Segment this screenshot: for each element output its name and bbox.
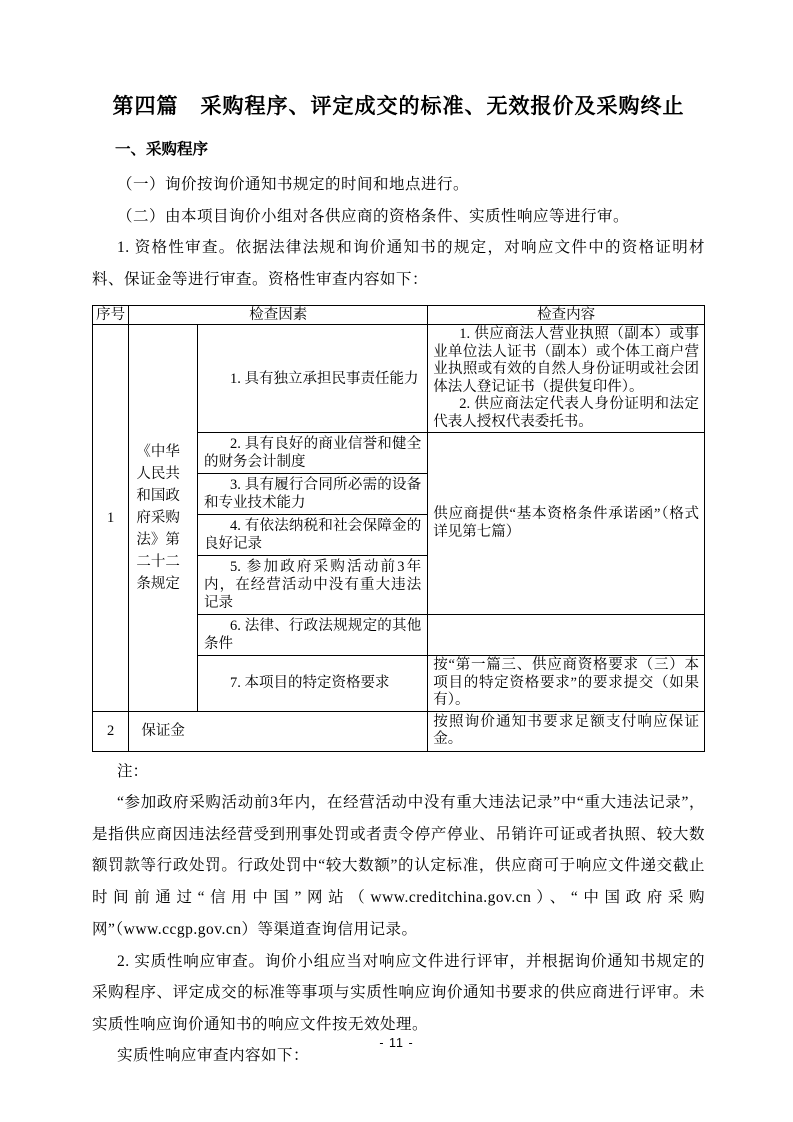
row1-content-7: 按“第一篇三、供应商资格要求（三）本项目的特定资格要求”的要求提交（如果有）。 [428, 656, 705, 712]
row1-factor-6: 6. 法律、行政法规规定的其他条件 [198, 615, 428, 656]
row1-seq: 1 [93, 325, 129, 712]
row1-content-1-p2: 2. 供应商法定代表人身份证明和法定代表人授权代表委托书。 [433, 396, 699, 430]
note-paragraph: “参加政府采购活动前3年内，在经营活动中没有重大违法记录”中“重大违法记录”，是指供应商因违法经营受到刑事处罚或者责令停产停业、吊销许可证或者执照、较大数额罚款等行政处罚。行政处罚中“较大数额”的认定标准，供应商可于响应文件递交截止时间前通过“信用中国”网站（www.creditchina.gov.cn）、“中国政府采购网”（www.ccgp.gov.cn）等渠道查询信用记录。 [92, 794, 705, 938]
table-row [93, 325, 705, 433]
page-title: 第四篇 采购程序、评定成交的标准、无效报价及采购终止 [112, 95, 685, 118]
row1-factor-7: 7. 本项目的特定资格要求 [198, 656, 428, 712]
paragraph-inquiry-time: （一）询价按询价通知书规定的时间和地点进行。 [117, 176, 470, 193]
row1-content-2-5: 供应商提供“基本资格条件承诺函”（格式详见第七篇） [428, 433, 705, 615]
row1-content-1-p1: 1. 供应商法人营业执照（副本）或事业单位法人证书（副本）或个体工商户营业执照或有效的自然人身份证明或社会团体法人登记证书（提供复印件）。 [433, 326, 699, 395]
row1-content-6 [428, 615, 705, 656]
paragraph-substantive-review: 2. 实质性响应审查。询价小组应当对响应文件进行评审，并根据询价通知书规定的采购程序、评定成交的标准等事项与实质性响应询价通知书要求的供应商进行评审。未实质性响应询价通知书的响应文件按无效处理。 [92, 952, 705, 1033]
table-row [93, 711, 705, 751]
paragraph-qualification-review: 1. 资格性审查。依据法律法规和询价通知书的规定，对响应文件中的资格证明材料、保证金等进行审查。资格性审查内容如下： [92, 239, 705, 288]
row2-seq: 2 [93, 711, 129, 751]
paragraph-substantive-review-intro: 实质性响应审查内容如下： [117, 1047, 310, 1065]
row1-factor-2: 2. 具有良好的商业信誉和健全的财务会计制度 [198, 433, 428, 474]
row1-factor-1: 1. 具有独立承担民事责任能力 [198, 325, 428, 433]
section-heading: 一、采购程序 [115, 141, 209, 158]
paragraph-inquiry-group: （二）由本项目询价小组对各供应商的资格条件、实质性响应等进行审。 [117, 207, 630, 225]
table-header-content: 检查内容 [428, 306, 705, 325]
note-label: 注： [117, 762, 149, 780]
row1-law-basis: 《中华人民共和国政府采购法》第二十二条规定 [129, 325, 198, 712]
qualification-review-table [92, 305, 705, 752]
row1-factor-3: 3. 具有履行合同所必需的设备和专业技术能力 [198, 474, 428, 515]
row2-content: 按照询价通知书要求足额支付响应保证金。 [428, 711, 705, 751]
table-header-row [93, 306, 705, 325]
table-header-factor: 检查因素 [129, 306, 428, 325]
row1-factor-4: 4. 有依法纳税和社会保障金的良好记录 [198, 515, 428, 556]
page-number: - 11 - [379, 1036, 414, 1050]
row2-factor: 保证金 [129, 711, 428, 751]
row1-factor-5: 5. 参加政府采购活动前3年内，在经营活动中没有重大违法记录 [198, 556, 428, 615]
table-header-seq: 序号 [93, 306, 129, 325]
row1-content-1 [428, 325, 705, 433]
